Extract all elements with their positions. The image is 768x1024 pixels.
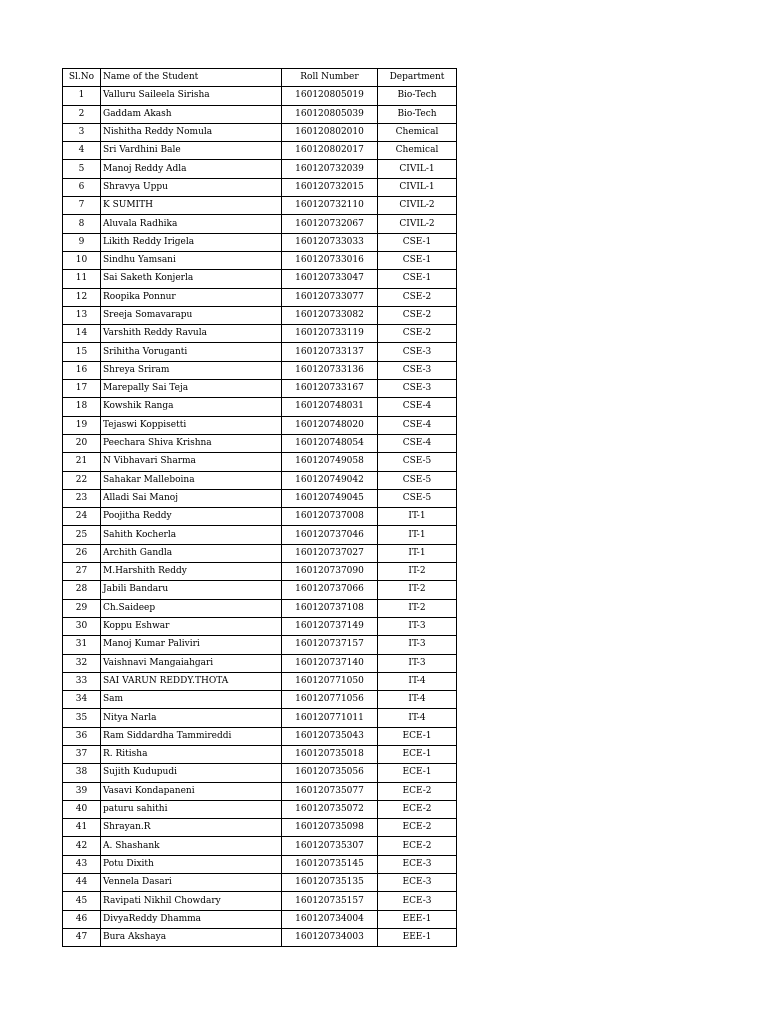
cell-roll-number: 160120748054 [282,434,378,452]
cell-sl-no: 1 [63,87,101,105]
cell-roll-number: 160120732015 [282,178,378,196]
cell-sl-no: 44 [63,874,101,892]
table-header [63,69,457,87]
cell-student-name: Sreeja Somavarapu [101,306,282,324]
student-table [62,68,457,947]
cell-sl-no: 42 [63,837,101,855]
cell-sl-no: 10 [63,251,101,269]
table-row [63,87,457,105]
cell-department: Chemical [378,142,457,160]
table-row [63,599,457,617]
cell-roll-number: 160120737108 [282,599,378,617]
cell-roll-number: 160120735307 [282,837,378,855]
cell-student-name: Koppu Eshwar [101,617,282,635]
table-row [63,233,457,251]
cell-sl-no: 47 [63,928,101,946]
cell-sl-no: 8 [63,215,101,233]
cell-department: CSE-4 [378,434,457,452]
cell-sl-no: 37 [63,745,101,763]
cell-roll-number: 160120735077 [282,782,378,800]
cell-sl-no: 40 [63,800,101,818]
cell-student-name: Aluvala Radhika [101,215,282,233]
cell-sl-no: 7 [63,197,101,215]
cell-sl-no: 20 [63,434,101,452]
cell-department: CIVIL-2 [378,215,457,233]
cell-department: IT-2 [378,599,457,617]
cell-sl-no: 25 [63,526,101,544]
cell-roll-number: 160120737046 [282,526,378,544]
cell-department: ECE-1 [378,764,457,782]
header-row [63,69,457,87]
cell-department: Chemical [378,123,457,141]
cell-department: CSE-4 [378,416,457,434]
cell-sl-no: 36 [63,727,101,745]
table-row [63,800,457,818]
cell-roll-number: 160120749058 [282,453,378,471]
cell-roll-number: 160120771011 [282,709,378,727]
cell-roll-number: 160120737157 [282,636,378,654]
cell-department: EEE-1 [378,910,457,928]
cell-roll-number: 160120733137 [282,343,378,361]
cell-roll-number: 160120733077 [282,288,378,306]
cell-sl-no: 32 [63,654,101,672]
table-row [63,343,457,361]
cell-department: CSE-2 [378,306,457,324]
cell-department: CSE-3 [378,380,457,398]
header-sl-no: Sl.No [63,69,101,87]
cell-sl-no: 41 [63,819,101,837]
cell-student-name: Shrayan.R [101,819,282,837]
cell-student-name: Varshith Reddy Ravula [101,325,282,343]
cell-roll-number: 160120732039 [282,160,378,178]
table-row [63,215,457,233]
table-row [63,874,457,892]
table-row [63,288,457,306]
cell-roll-number: 160120732110 [282,197,378,215]
cell-student-name: paturu sahithi [101,800,282,818]
cell-sl-no: 9 [63,233,101,251]
cell-student-name: R. Ritisha [101,745,282,763]
cell-sl-no: 46 [63,910,101,928]
cell-student-name: A. Shashank [101,837,282,855]
cell-roll-number: 160120805019 [282,87,378,105]
table-body [63,87,457,947]
cell-sl-no: 30 [63,617,101,635]
cell-department: CSE-4 [378,398,457,416]
cell-student-name: Sri Vardhini Bale [101,142,282,160]
cell-sl-no: 14 [63,325,101,343]
cell-sl-no: 15 [63,343,101,361]
cell-student-name: Alladi Sai Manoj [101,489,282,507]
table-row [63,471,457,489]
cell-sl-no: 33 [63,672,101,690]
cell-roll-number: 160120735056 [282,764,378,782]
cell-department: IT-3 [378,636,457,654]
cell-sl-no: 5 [63,160,101,178]
cell-student-name: Vennela Dasari [101,874,282,892]
table-row [63,928,457,946]
table-row [63,489,457,507]
cell-department: CIVIL-1 [378,178,457,196]
cell-sl-no: 18 [63,398,101,416]
cell-roll-number: 160120735043 [282,727,378,745]
table-row [63,416,457,434]
cell-student-name: Manoj Reddy Adla [101,160,282,178]
cell-sl-no: 13 [63,306,101,324]
table-row [63,837,457,855]
table-row [63,105,457,123]
table-row [63,745,457,763]
cell-student-name: M.Harshith Reddy [101,563,282,581]
table-row [63,691,457,709]
cell-sl-no: 22 [63,471,101,489]
table-row [63,123,457,141]
cell-department: IT-3 [378,654,457,672]
cell-student-name: Shreya Sriram [101,361,282,379]
cell-roll-number: 160120733167 [282,380,378,398]
cell-student-name: Sahith Kocherla [101,526,282,544]
cell-student-name: Gaddam Akash [101,105,282,123]
cell-department: ECE-1 [378,745,457,763]
cell-sl-no: 23 [63,489,101,507]
table-row [63,270,457,288]
cell-student-name: Bura Akshaya [101,928,282,946]
cell-sl-no: 27 [63,563,101,581]
table-row [63,709,457,727]
cell-sl-no: 4 [63,142,101,160]
cell-sl-no: 3 [63,123,101,141]
cell-student-name: Nishitha Reddy Nomula [101,123,282,141]
cell-department: ECE-2 [378,837,457,855]
cell-roll-number: 160120771056 [282,691,378,709]
table-row [63,434,457,452]
table-row [63,563,457,581]
table-row [63,306,457,324]
cell-roll-number: 160120733016 [282,251,378,269]
cell-roll-number: 160120735072 [282,800,378,818]
cell-roll-number: 160120737027 [282,544,378,562]
cell-roll-number: 160120733119 [282,325,378,343]
cell-sl-no: 45 [63,892,101,910]
cell-roll-number: 160120733047 [282,270,378,288]
cell-roll-number: 160120749042 [282,471,378,489]
cell-roll-number: 160120734003 [282,928,378,946]
cell-student-name: DivyaReddy Dhamma [101,910,282,928]
cell-department: CSE-3 [378,343,457,361]
cell-department: IT-2 [378,581,457,599]
table-row [63,654,457,672]
cell-department: Bio-Tech [378,105,457,123]
cell-roll-number: 160120802017 [282,142,378,160]
table-row [63,380,457,398]
header-roll-number: Roll Number [282,69,378,87]
cell-sl-no: 31 [63,636,101,654]
cell-department: CIVIL-1 [378,160,457,178]
cell-student-name: Vaishnavi Mangaiahgari [101,654,282,672]
table-row [63,361,457,379]
cell-sl-no: 11 [63,270,101,288]
table-row [63,178,457,196]
table-row [63,910,457,928]
cell-roll-number: 160120737066 [282,581,378,599]
table-row [63,819,457,837]
table-row [63,782,457,800]
cell-department: IT-1 [378,544,457,562]
cell-sl-no: 19 [63,416,101,434]
table-row [63,160,457,178]
cell-sl-no: 16 [63,361,101,379]
cell-roll-number: 160120735135 [282,874,378,892]
cell-roll-number: 160120749045 [282,489,378,507]
cell-department: ECE-3 [378,855,457,873]
cell-roll-number: 160120737090 [282,563,378,581]
cell-student-name: Peechara Shiva Krishna [101,434,282,452]
cell-student-name: Ram Siddardha Tammireddi [101,727,282,745]
cell-roll-number: 160120737008 [282,508,378,526]
cell-department: CSE-5 [378,489,457,507]
cell-department: ECE-2 [378,819,457,837]
cell-student-name: Potu Dixith [101,855,282,873]
cell-department: ECE-3 [378,874,457,892]
cell-sl-no: 28 [63,581,101,599]
cell-student-name: Srihitha Voruganti [101,343,282,361]
cell-department: ECE-2 [378,782,457,800]
table-row [63,453,457,471]
cell-sl-no: 17 [63,380,101,398]
cell-student-name: Likith Reddy Irigela [101,233,282,251]
cell-roll-number: 160120733136 [282,361,378,379]
cell-department: ECE-3 [378,892,457,910]
cell-student-name: Kowshik Ranga [101,398,282,416]
cell-department: IT-2 [378,563,457,581]
cell-roll-number: 160120737149 [282,617,378,635]
cell-student-name: Sindhu Yamsani [101,251,282,269]
cell-department: CSE-5 [378,471,457,489]
cell-department: CSE-1 [378,233,457,251]
cell-department: EEE-1 [378,928,457,946]
cell-department: CSE-1 [378,270,457,288]
header-student-name: Name of the Student [101,69,282,87]
cell-department: ECE-2 [378,800,457,818]
cell-roll-number: 160120735018 [282,745,378,763]
cell-student-name: N Vibhavari Sharma [101,453,282,471]
cell-roll-number: 160120735157 [282,892,378,910]
cell-student-name: Poojitha Reddy [101,508,282,526]
cell-sl-no: 43 [63,855,101,873]
student-list-sheet [62,68,457,947]
cell-roll-number: 160120733082 [282,306,378,324]
cell-sl-no: 39 [63,782,101,800]
cell-department: Bio-Tech [378,87,457,105]
cell-roll-number: 160120805039 [282,105,378,123]
cell-sl-no: 12 [63,288,101,306]
cell-student-name: Archith Gandla [101,544,282,562]
table-row [63,508,457,526]
cell-department: CSE-2 [378,325,457,343]
cell-roll-number: 160120802010 [282,123,378,141]
cell-student-name: K SUMITH [101,197,282,215]
cell-roll-number: 160120771050 [282,672,378,690]
cell-roll-number: 160120734004 [282,910,378,928]
table-row [63,325,457,343]
table-row [63,636,457,654]
cell-department: ECE-1 [378,727,457,745]
cell-department: CSE-2 [378,288,457,306]
cell-student-name: Sujith Kudupudi [101,764,282,782]
cell-department: IT-4 [378,672,457,690]
cell-sl-no: 26 [63,544,101,562]
cell-student-name: Shravya Uppu [101,178,282,196]
cell-sl-no: 29 [63,599,101,617]
cell-roll-number: 160120735145 [282,855,378,873]
table-row [63,727,457,745]
cell-sl-no: 21 [63,453,101,471]
cell-student-name: Jabili Bandaru [101,581,282,599]
cell-roll-number: 160120733033 [282,233,378,251]
cell-roll-number: 160120735098 [282,819,378,837]
cell-department: CSE-1 [378,251,457,269]
table-row [63,142,457,160]
cell-student-name: Vasavi Kondapaneni [101,782,282,800]
table-row [63,672,457,690]
cell-student-name: SAI VARUN REDDY.THOTA [101,672,282,690]
cell-department: IT-1 [378,526,457,544]
cell-student-name: Sahakar Malleboina [101,471,282,489]
cell-student-name: Valluru Saileela Sirisha [101,87,282,105]
cell-department: IT-3 [378,617,457,635]
cell-sl-no: 24 [63,508,101,526]
cell-sl-no: 6 [63,178,101,196]
cell-sl-no: 34 [63,691,101,709]
cell-department: CSE-5 [378,453,457,471]
cell-department: IT-4 [378,691,457,709]
cell-roll-number: 160120748031 [282,398,378,416]
cell-student-name: Ravipati Nikhil Chowdary [101,892,282,910]
cell-sl-no: 38 [63,764,101,782]
cell-student-name: Nitya Narla [101,709,282,727]
cell-roll-number: 160120737140 [282,654,378,672]
cell-student-name: Roopika Ponnur [101,288,282,306]
table-row [63,197,457,215]
cell-student-name: Ch.Saideep [101,599,282,617]
cell-student-name: Tejaswi Koppisetti [101,416,282,434]
table-row [63,398,457,416]
cell-student-name: Manoj Kumar Paliviri [101,636,282,654]
cell-sl-no: 2 [63,105,101,123]
cell-department: IT-1 [378,508,457,526]
cell-student-name: Marepally Sai Teja [101,380,282,398]
table-row [63,581,457,599]
table-row [63,526,457,544]
header-department: Department [378,69,457,87]
cell-roll-number: 160120748020 [282,416,378,434]
cell-department: CIVIL-2 [378,197,457,215]
table-row [63,251,457,269]
table-row [63,855,457,873]
table-row [63,892,457,910]
cell-sl-no: 35 [63,709,101,727]
cell-student-name: Sai Saketh Konjerla [101,270,282,288]
table-row [63,764,457,782]
table-row [63,544,457,562]
cell-department: IT-4 [378,709,457,727]
cell-roll-number: 160120732067 [282,215,378,233]
cell-department: CSE-3 [378,361,457,379]
table-row [63,617,457,635]
cell-student-name: Sam [101,691,282,709]
